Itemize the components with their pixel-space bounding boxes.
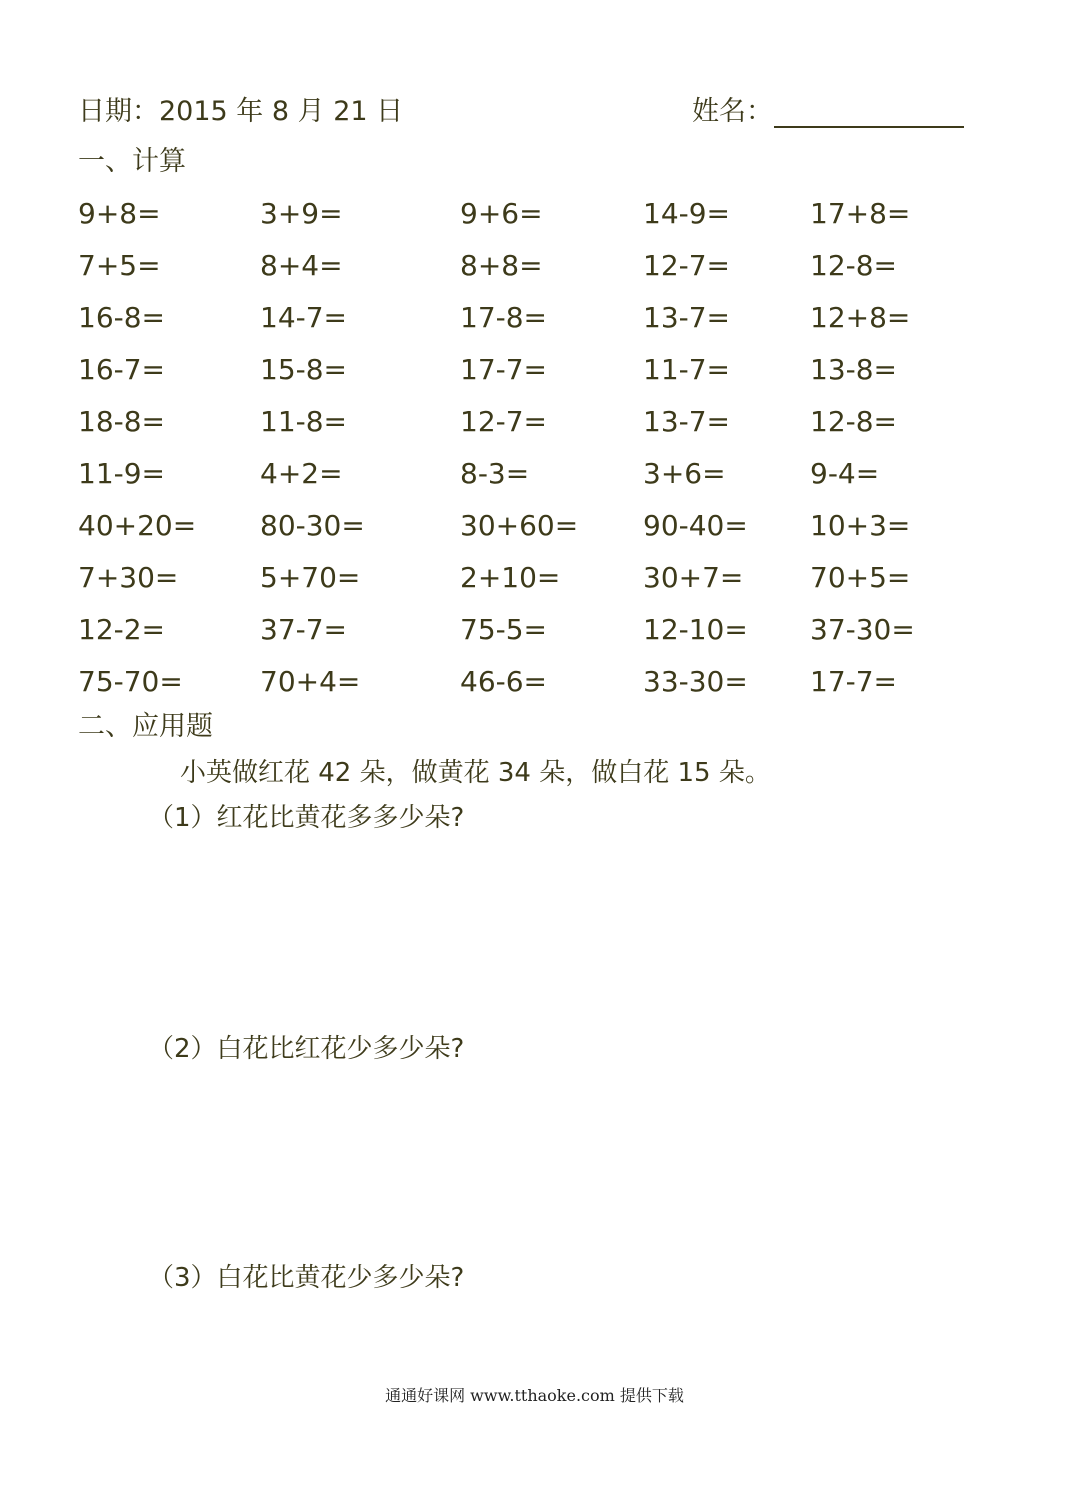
calc-item: 9+6=	[460, 197, 543, 230]
section-word-problems-title: 二、应用题	[78, 711, 213, 742]
word-problem-intro: 小英做红花 42 朵，做黄花 34 朵，做白花 15 朵。	[180, 758, 771, 788]
calc-item: 13-7=	[643, 301, 731, 334]
calc-item: 46-6=	[460, 665, 548, 698]
calc-item: 17+8=	[810, 197, 911, 230]
calc-row	[78, 452, 978, 504]
calc-item: 8+4=	[260, 249, 343, 282]
calc-item: 12+8=	[810, 301, 911, 334]
calc-item: 4+2=	[260, 457, 343, 490]
calc-item: 7+30=	[78, 561, 179, 594]
calc-item: 8-3=	[460, 457, 530, 490]
worksheet-header	[78, 92, 978, 132]
calc-item: 13-7=	[643, 405, 731, 438]
calc-item: 2+10=	[460, 561, 561, 594]
calc-item: 9-4=	[810, 457, 880, 490]
calc-row	[78, 556, 978, 608]
calc-item: 75-70=	[78, 665, 183, 698]
calc-row	[78, 244, 978, 296]
question-1: （1）红花比黄花多多少朵?	[148, 803, 465, 833]
calc-row	[78, 504, 978, 556]
calc-item: 3+6=	[643, 457, 726, 490]
calculation-grid	[78, 192, 978, 712]
calc-row	[78, 608, 978, 660]
calc-row	[78, 660, 978, 712]
calc-row	[78, 348, 978, 400]
calc-item: 37-7=	[260, 613, 348, 646]
question-3: （3）白花比黄花少多少朵?	[148, 1263, 465, 1293]
calc-item: 14-9=	[643, 197, 731, 230]
section-calculation-title: 一、计算	[78, 146, 186, 177]
calc-item: 8+8=	[460, 249, 543, 282]
calc-item: 90-40=	[643, 509, 748, 542]
question-2: （2）白花比红花少多少朵?	[148, 1034, 465, 1064]
name-blank-line[interactable]	[774, 126, 964, 128]
calc-item: 12-7=	[460, 405, 548, 438]
calc-item: 12-8=	[810, 405, 898, 438]
calc-item: 80-30=	[260, 509, 365, 542]
name-label: 姓名：	[692, 96, 773, 127]
calc-item: 3+9=	[260, 197, 343, 230]
calc-item: 9+8=	[78, 197, 161, 230]
calc-item: 17-7=	[810, 665, 898, 698]
calc-item: 11-7=	[643, 353, 731, 386]
calc-item: 30+7=	[643, 561, 744, 594]
calc-item: 11-8=	[260, 405, 348, 438]
calc-item: 18-8=	[78, 405, 166, 438]
calc-item: 12-8=	[810, 249, 898, 282]
calc-item: 37-30=	[810, 613, 915, 646]
footer-credit: 通通好课网 www.tthaoke.com 提供下载	[385, 1386, 684, 1405]
calc-item: 5+70=	[260, 561, 361, 594]
calc-item: 12-10=	[643, 613, 748, 646]
calc-item: 17-7=	[460, 353, 548, 386]
calc-row	[78, 296, 978, 348]
calc-item: 70+5=	[810, 561, 911, 594]
date-label: 日期：2015 年 8 月 21 日	[78, 96, 404, 127]
calc-item: 16-7=	[78, 353, 166, 386]
calc-item: 75-5=	[460, 613, 548, 646]
calc-item: 13-8=	[810, 353, 898, 386]
calc-item: 7+5=	[78, 249, 161, 282]
calc-item: 14-7=	[260, 301, 348, 334]
calc-item: 12-2=	[78, 613, 166, 646]
calc-item: 30+60=	[460, 509, 579, 542]
calc-item: 15-8=	[260, 353, 348, 386]
calc-row	[78, 400, 978, 452]
calc-item: 17-8=	[460, 301, 548, 334]
calc-item: 12-7=	[643, 249, 731, 282]
calc-item: 33-30=	[643, 665, 748, 698]
calc-item: 40+20=	[78, 509, 197, 542]
calc-item: 11-9=	[78, 457, 166, 490]
calc-row	[78, 192, 978, 244]
calc-item: 10+3=	[810, 509, 911, 542]
calc-item: 16-8=	[78, 301, 166, 334]
calc-item: 70+4=	[260, 665, 361, 698]
